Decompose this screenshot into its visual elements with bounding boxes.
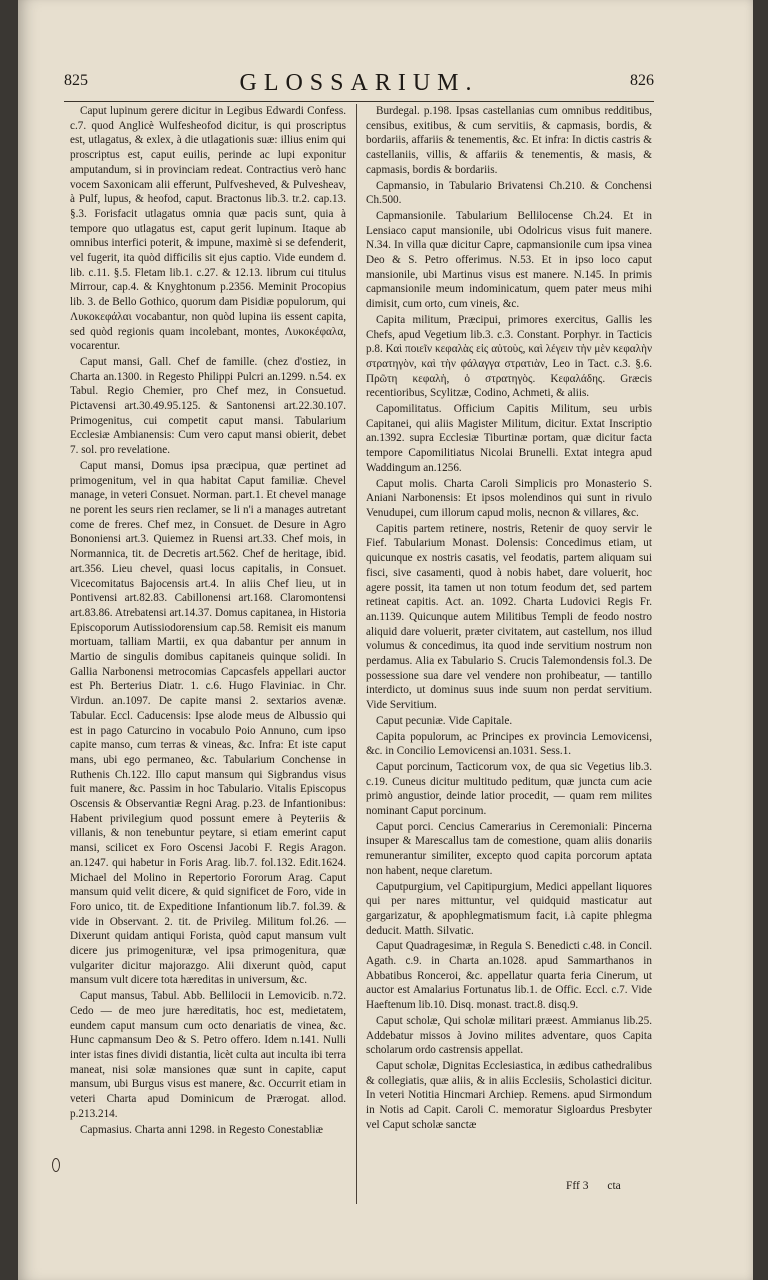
left-column bbox=[70, 104, 346, 1214]
entry-paragraph: Caput porcinum, Tacticorum vox, de qua sic Vegetius lib.3. c.19. Cuneus dicitur multitudo peditum, quæ juncta cum acie primò angustior, deinde latior procedit, — quam rem milites nominant Caput porcinum. bbox=[366, 760, 652, 818]
entry-paragraph: Caput Quadragesimæ, in Regula S. Benedicti c.48. in Concil. Agath. c.9. in Charta an.1028. apud Sammarthanos in Abbatibus Ronceroi, &c. appellatur quarta feria Cinerum, ut auctor est Amalarius Fortunatus lib.1. de Offic. Eccl. c.7. Vide Haeftenum lib.10. Disq. monast. tract.8. disq.9. bbox=[366, 940, 652, 1012]
entry-paragraph: Capita populorum, ac Principes ex provincia Lemovicensi, &c. in Concilio Lemovicensi an.1031. Sess.1. bbox=[366, 730, 652, 758]
entry-paragraph: Caput mansi, Gall. Chef de famille. (chez d'ostiez, in Charta an.1300. in Regesto Philippi Pulcri an.1299. n.54. ex Tabul. Regio Chemier, pro Chef mez, in Consuetud. Pictavensi art.30.49.95.125. & Santonensi art.22.30.107. Primogenitus, cui competit caput mansi. Tabularium Ecclesiæ Ambianensis: Cum vero caput mansi obierit, debet 7. sol. pro revelatione. bbox=[70, 355, 346, 457]
page-header bbox=[64, 70, 654, 98]
entry-paragraph: Capmasius. Charta anni 1298. in Regesto Conestabliæ bbox=[80, 1123, 323, 1136]
entry-paragraph: Caputpurgium, vel Capitipurgium, Medici appellant liquores qui per nares mittuntur, vel quidquid masticatur aut gargarizatur, & apophlegmatismum facit, i.à capite phlegma deducit. Matth. Silvatic. bbox=[366, 880, 652, 937]
book-page bbox=[18, 0, 753, 1280]
entry-paragraph: Caput pecuniæ. Vide Capitale. bbox=[376, 714, 513, 727]
entry-paragraph: Capomilitatus. Officium Capitis Militum, seu urbis Capitanei, qui aliis Magister Militum, dicitur. Extat Inscriptio an.1392. supra Ecclesiæ Tiburtinæ portam, quæ dicitur facta tempore Capomilitiatus Nicolai Brunelli. Extat integra apud Waddingum an.1256. bbox=[366, 403, 652, 474]
entry-paragraph: Caput mansus, Tabul. Abb. Bellilocii in Lemovicib. n.72. Cedo — de meo jure hæreditatis, hoc est, medietatem, eundem caput mansum cum octo denariatis de vinea, &c. Hunc capmansum Deo & S. Petro offero. Idem n.141. Nulli inter istas fines dividi distantia, licèt culta aut inculta ibi terra maneat, nisi solæ mansiones quæ sunt in capite, caput mansum, ubi Burgus visus est manere, &c. Occurrit etiam in veteri Charta apud Dominicum de Prærogat. allod. p.213.214. bbox=[70, 990, 346, 1120]
right-column bbox=[366, 104, 652, 1214]
right-page-number: 826 bbox=[630, 72, 654, 89]
entry-paragraph: Caput lupinum gerere dicitur in Legibus Edwardi Confess. c.7. quod Anglicè Wulfesheofod dicitur, is qui proscriptus est, utlagatus, & exlex, à die utlagationis suæ: illius enim qui proscriptus est, caput euilis, perinde ac lupi exponitur amputandum, si in provinciam redeat. Contractius verò hanc vocem Saxonicam alii efferunt, Pulfvesheved, & Pulvesheav, à Pulf, lupus, & heofod, caput. Bractonus lib.3. tr.2. cap.13. §.3. Forisfacit utlagatus omnia quæ pacis sunt, quia à tempore quo utlagatus est, caput gerit lupinum. Itaque ab omnibus interfici poterit, & impune, maximè si se defenderit, vel fugerit, ita quòd difficilis sit ejus captio. Vide eundem d. lib. c.11. §.5. Fletam lib.1. c.27. & 12.13. librum cui titulus Mirrour, cap.4. & Knyghtonum p.2356. Meminit Procopius lib. 3. de Bello Gothico, quorum dam Pisidiæ populorum, qui Λυκοκεφάλαι vocabantur, non quòd lupina iis essent capita, sed quòd regionis quam incolebant, montes, Λυκοκέφαλα, vocarentur. bbox=[70, 105, 346, 353]
entry-paragraph: Caput scholæ, Qui scholæ militari præest. Ammianus lib.25. Addebatur missos à Jovino milites adventare, quos Capita scholarum ordo castrensis appellat. bbox=[366, 1014, 652, 1057]
entry-paragraph: Capmansionile. Tabularium Bellilocense Ch.24. Et in Lensiaco caput mansionile, ubi Odolricus visus fuit manere. N.34. In villa quæ dicitur Capre, capmansionile cum ipsa vinea Deo & S. Petro offerimus. N.53. Et in ipso loco caput mansionile, ubi Martinus visus est manere. N.145. In primis capmansionile meum indominicatum, quem pater meus mihi dimisit, cum orto, cum vineis, &c. bbox=[366, 209, 652, 311]
left-page-number: 825 bbox=[64, 72, 88, 89]
entry-paragraph: Caput porci. Cencius Camerarius in Ceremoniali: Pincerna insuper & Marescallus tam de comestione, quam aliis donariis remunerantur similiter, excepto quod capita porcorum aptata non habent, neque claretum. bbox=[366, 820, 652, 877]
entry-paragraph: Burdegal. p.198. Ipsas castellanias cum omnibus redditibus, censibus, exitibus, & cum servitiis, & capmasis, bordis, & bordariis, affariis & tenementis, &c. Et infra: In dictis castris & castellaniis, villis, & affariis & tenementis, & masis, & capmasis, bordis & bordariis. bbox=[366, 105, 652, 176]
header-rule bbox=[64, 101, 654, 102]
entry-paragraph: Capita militum, Præcipui, primores exercitus, Gallis les Chefs, apud Vegetium lib.3. c.3. Constant. Porphyr. in Tacticis p.8. Καὶ ποιεῖν κεφαλὰς εἰς αὐτοὺς, καὶ λέγειν τὴν μὲν κεφαλὴν στρατηγὸν, καὶ τὴν φάλαγγα στρατιὰν, Leo in Tact. c.3. §.6. Πρῶτη κεφαλὴ, ὁ στρατηγὸς. Κεφαλάδης. Græcis recentioribus, Scylitzæ, Codino, Achmeti, & aliis. bbox=[366, 313, 652, 400]
catchword: cta bbox=[607, 1180, 621, 1192]
column-divider bbox=[356, 104, 357, 1204]
entry-paragraph: Capmansio, in Tabulario Brivatensi Ch.210. & Conchensi Ch.500. bbox=[366, 179, 652, 207]
entry-paragraph: Caput scholæ, Dignitas Ecclesiastica, in ædibus cathedralibus & collegiatis, quæ aliis, & in aliis Ecclesiis, Scholastici dicitur. In veteri Notitia Hincmari Archiep. Remens. apud Sirmondum in Notis ad Capit. Caroli C. memoratur Sigloardus Presbyter vel Caput scholæ sanctæ bbox=[366, 1060, 652, 1131]
running-title: GLOSSARIUM. bbox=[239, 70, 479, 96]
page-footer bbox=[566, 1180, 652, 1192]
signature-mark: Fff 3 bbox=[566, 1180, 589, 1192]
entry-paragraph: Capitis partem retinere, nostris, Retenir de quoy servir le Fief. Tabularium Monast. Dolensis: Concedimus etiam, ut quicunque ex nostris casatis, vel feodatis, partem aliquam sui fisci, sive casamenti, quod à nobis habet, dare voluerit, hoc agere possit, ita tamen ut non totum feodum det, sed partem retineat capitis. Act. an. 1092. Charta Ludovici Regis Fr. an.1139. Quicunque autem Militibus Templi de feodo nostro aliquid dare voluerit, præter civitatem, aut castellum, nos illud volumus & concedimus, ita quod inde servitium nostrum non perdamus. Alia ex Tabulario S. Crucis Talemondensis fol.3. De possessione sua dare vel vendere non prohibeatur, — tantillo interdicto, ut dominus suus inde suum non perdat servitium. Vide Servitium. bbox=[366, 522, 652, 712]
binding-hole-mark bbox=[52, 1158, 60, 1172]
entry-paragraph: Caput mansi, Domus ipsa præcipua, quæ pertinet ad primogenitum, vel in qua habitat Caput familiæ. Chevel manage, in veteri Consuet. Norman. part.1. Et chevel manage ne porent les seurs rien reclamer, se li n'i a manages autretant come de freres. Chef mez, in Consuet. de Desure in Agro Bononiensi art.3. Quiemez in Ruensi art.33. Chef mois, in Normannica, tit. de Decretis art.562. Chef de heritage, ibid. art.356. Lieu chevel, quasi locus capitalis, in Consuet. Vicecomitatus Bajocensis art.4. In aliis Chef lieu, ut in Pontivensi art.82.83. Cabillonensi art.168. Claromontensi art.83.86. Atrebatensi art.14.37. Domus capitanea, in Historia Episcoporum Autissiodorensium cap.58. Remisit eis manum mortuam, talliam Martii, ex qua dabantur per annum in Martio de singulis domibus capitaneis quinque solidi. In Gallia Narbonensi metrocomias Capcasfels appellari auctor est Ph. Berterius Diatr. 1. c.6. Hugo Flaviniac. in Chr. Virdun. an.1097. De capite mansi 2. sextarios avenæ. Tabular. Eccl. Caducensis: Ipse alode meus de Albussio qui est in pago Caturcino in vocabulo Poio Annuno, cum ipso capite manso, cum terras & vineas, &c. Infra: Et iste caput mans, ubi ego permaneo, &c. Tabularium Conchense in Ruthenis Ch.122. Illo caput mansum qui Sigbrandus visus fuit manere, &c. Passim in hoc Tabulario. Vitalis Episcopus Oscensis & Observantiæ Regni Arag. p.23. de Infantionibus: Habent privilegium quod possunt emere à Peyteriis & villanis, & non tenebuntur peytare, si etiam emerint caput mansi, scilicet ex Foro Oscensi Jacobi F. Regis Aragon. an.1247. qui habetur in Foris Arag. lib.7. fol.132. Edit.1624. Michael del Molino in Repertorio Fororum Arag. Caput mansum quid velit dicere, & quid significet de Foro, vide in Foro unico, tit. de Expeditione Infantionum lib.7. fol.39. & vide in Observant. 2. tit. de Privileg. Militum fol.26. — Dixerunt quidam antiqui Forista, quòd caput mansum vult dicere jus primogenituræ, vel ipsa primogenitura, quæ vulgariter dicitur majorazgo. Alii dixerunt quòd, caput mansum vult dicere tota hæreditas in universum, &c. bbox=[70, 459, 346, 987]
entry-paragraph: Caput molis. Charta Caroli Simplicis pro Monasterio S. Aniani Narbonensis: Et ipsos molendinos qui sunt in rivulo Venudupei, cum illorum capud molis, necnon & villares, &c. bbox=[366, 477, 652, 519]
